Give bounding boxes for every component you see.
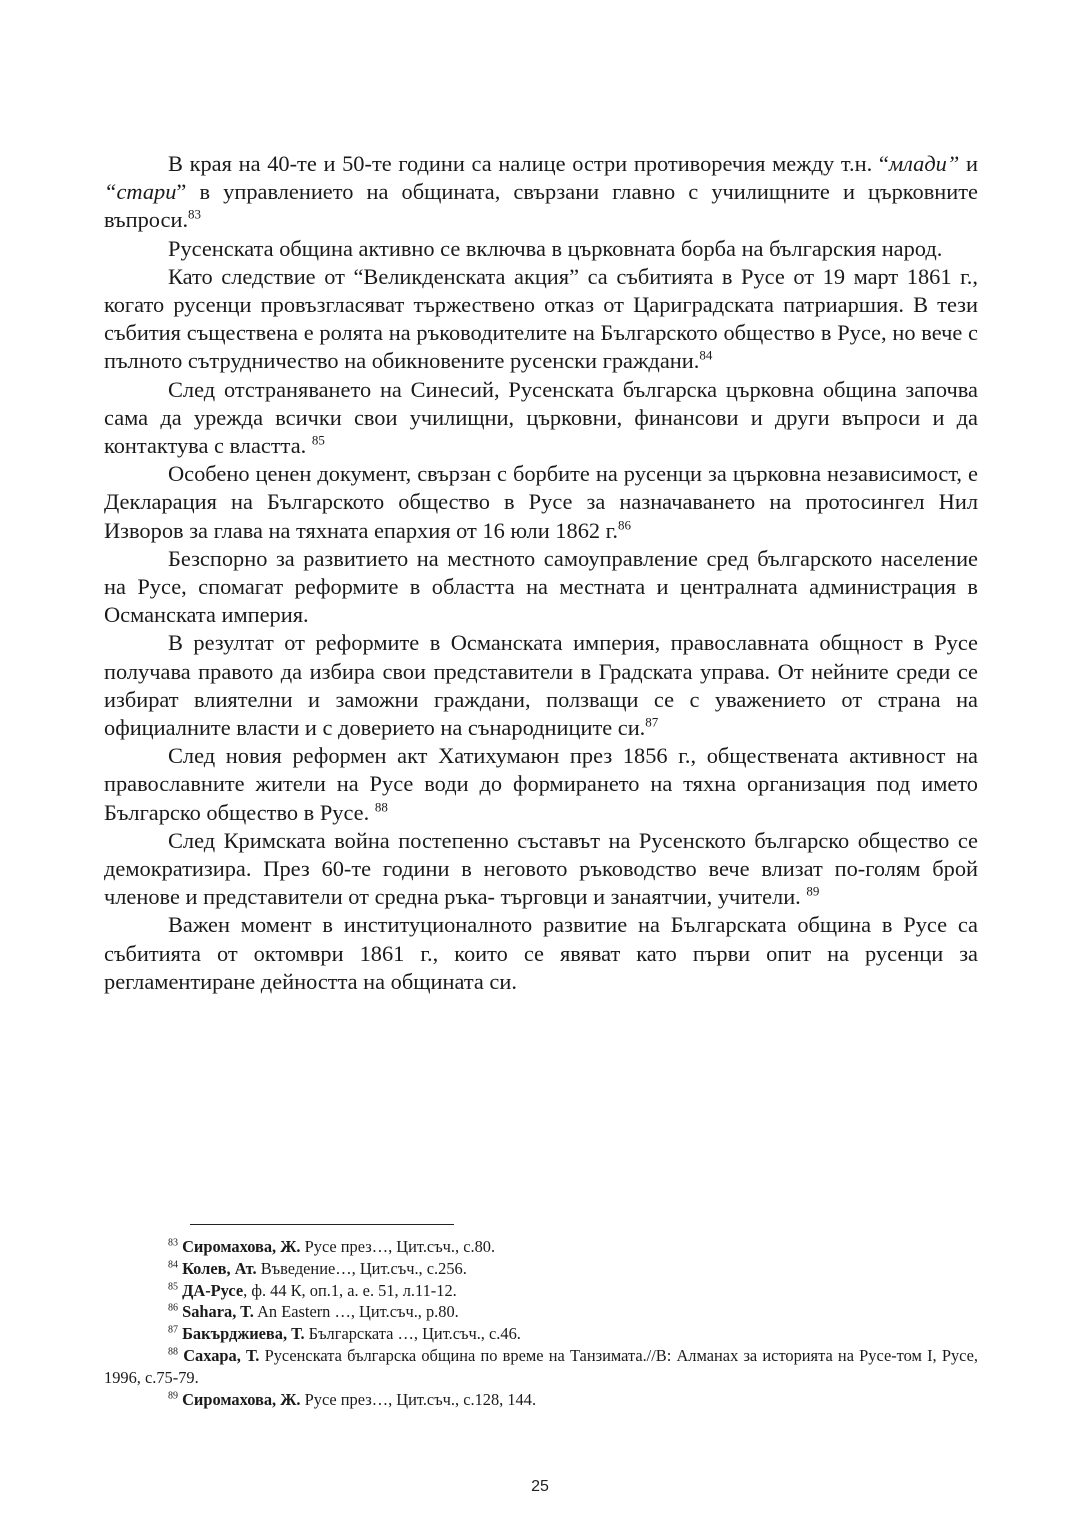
- footnote: [104, 1236, 978, 1258]
- paragraph-text: След Кримската война постепенно съставът на Русенското българско общество се демократизира. През 60-те години в неговото ръководство вече влизат по-голям брой членове и представители от средна ръка- търговци и занаятчии, учители.: [104, 827, 978, 910]
- footnote-text: Русенската българска община по време на Танзимата.//В: Алманах за историята на Русе-том I, Русе, 1996, с.75-79.: [104, 1345, 978, 1387]
- page-number: 25: [531, 1478, 549, 1495]
- footnote-number: 88: [168, 1346, 178, 1358]
- footnote-text: Русе през…, Цит.съч., с.128, 144.: [300, 1389, 537, 1409]
- paragraph-text: След отстраняването на Синесий, Русенската българска църковна община започва сама да урежда всички свои училищни, църковни, финансови и други въпроси и да контактува с властта.: [104, 376, 978, 459]
- footnote-author: Sahara, T.: [178, 1302, 254, 1322]
- footnote-text: Русе през…, Цит.съч., с.80.: [300, 1237, 496, 1256]
- paragraph-text: След новия реформен акт Хатихумаюн през 1856 г., обществената активност на православните жители на Русе води до формирането на тяхна организация под името Българско общество в Русе.: [104, 743, 978, 825]
- paragraph-text: Като следствие от “Великденската акция” са събитията в Русе от 19 март 1861 г., когато русенци провъзгласяват тържествено отказ от Цариградската патриаршия. В тези събития съществена е ролята на ръководителите на Българското общество в Русе, но вече с пълното сътрудничество на обикновените русенски граждани.: [104, 263, 978, 374]
- footnote: [104, 1389, 978, 1411]
- paragraph-text: В края на 40-те и 50-те години са налице остри противоречия между т.н. “млади” и “стари” в управлението на общината, свързани главно с училищните и църковните въпроси.: [104, 151, 978, 233]
- footnote-text: An Eastern …, Цит.съч., p.80.: [253, 1302, 459, 1322]
- footnote-reference: 86: [617, 517, 631, 533]
- paragraph: [104, 742, 978, 827]
- footnote-number: 87: [168, 1324, 178, 1336]
- footnote-reference: 84: [699, 347, 713, 363]
- paragraph-text: Важен момент в институционалното развитие на Българската община в Русе са събитията от октомври 1861 г., които се явяват като първи опит на русенци за регламентиране дейността на общината си.: [104, 912, 978, 994]
- footnote: [104, 1280, 978, 1302]
- footnote-author: ДА-Русе: [178, 1280, 244, 1300]
- footnote-number: 84: [168, 1259, 178, 1271]
- footnote-author: Сахара, Т.: [178, 1345, 260, 1365]
- paragraph: [104, 235, 978, 263]
- footnote-author: Сиромахова, Ж.: [178, 1389, 301, 1409]
- paragraph: [104, 827, 978, 912]
- footnote-reference: 89: [806, 883, 820, 899]
- footnote-reference: 83: [188, 206, 202, 222]
- footnote: [104, 1301, 978, 1323]
- footnote: [104, 1323, 978, 1345]
- paragraph-text: Безспорно за развитието на местното самоуправление сред българското население на Русе, спомагат реформите в областта на местната и централната администрация в Османската империя.: [104, 545, 978, 628]
- footnote-number: 89: [168, 1390, 178, 1402]
- paragraph-text: В резултат от реформите в Османската империя, православната общност в Русе получава правото да избира свои представители в Градската управа. От нейните среди се избират влиятелни и заможни граждани, ползващи се с уважението от страна на официалните власти и с доверието на сънародниците си.: [104, 630, 978, 741]
- footnote-number: 86: [168, 1302, 178, 1314]
- footnote-text: , ф. 44 К, оп.1, а. е. 51, л.11-12.: [243, 1280, 457, 1300]
- paragraph: [104, 150, 978, 235]
- footnote-reference: 88: [374, 799, 388, 815]
- paragraph: [104, 460, 978, 545]
- footnote-author: Бакърджиева, Т.: [178, 1324, 305, 1344]
- paragraph-text: Особено ценен документ, свързан с борбите на русенци за църковна независимост, е Декларация на Българското общество в Русе за назначаването на протосингел Нил Изворов за глава на тяхната епархия от 16 юли 1862 г.: [104, 461, 978, 543]
- paragraph: [104, 911, 978, 996]
- footnote-text: Българската …, Цит.съч., с.46.: [304, 1324, 521, 1344]
- footnote: [104, 1258, 978, 1280]
- footnote-reference: 85: [311, 432, 325, 448]
- body-text: [104, 150, 978, 996]
- paragraph: [104, 376, 978, 461]
- paragraph: [104, 263, 978, 376]
- footnotes: [104, 1236, 978, 1410]
- footnote-author: Колев, Ат.: [178, 1258, 257, 1278]
- footnote-author: Сиромахова, Ж.: [178, 1237, 301, 1256]
- footnote-separator: [190, 1224, 454, 1225]
- footnote-number: 83: [168, 1237, 178, 1249]
- footnote-text: Въведение…, Цит.съч., с.256.: [256, 1258, 467, 1278]
- paragraph: [104, 629, 978, 742]
- footnote: [104, 1345, 978, 1389]
- footnote-reference: 87: [645, 714, 659, 730]
- footnote-number: 85: [168, 1281, 178, 1293]
- paragraph-text: Русенската община активно се включва в църковната борба на българския народ.: [168, 235, 943, 261]
- paragraph: [104, 545, 978, 630]
